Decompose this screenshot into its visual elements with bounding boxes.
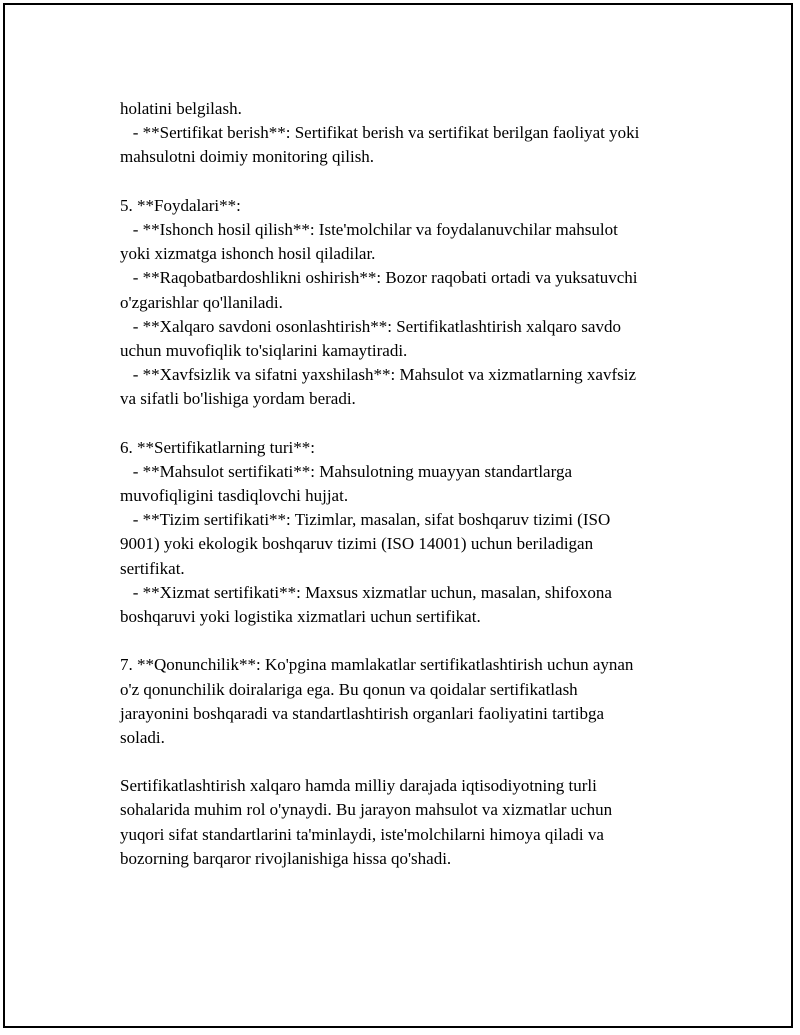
text-line: 6. **Sertifikatlarning turi**: — [120, 437, 315, 457]
text-line: boshqaruvi yoki logistika xizmatlari uchun sertifikat. — [120, 606, 481, 626]
text-line: - **Ishonch hosil qilish**: Iste'molchilar va foydalanuvchilar mahsulot — [120, 219, 618, 239]
text-line: va sifatli bo'lishiga yordam beradi. — [120, 389, 356, 409]
text-line: bozorning barqaror rivojlanishiga hissa qo'shadi. — [120, 848, 452, 868]
text-line: Sertifikatlashtirish xalqaro hamda milliy darajada iqtisodiyotning turli — [120, 776, 597, 796]
text-line: sohalarida muhim rol o'ynaydi. Bu jarayon mahsulot va xizmatlar uchun — [120, 800, 613, 820]
text-line: muvofiqligini tasdiqlovchi hujjat. — [120, 486, 349, 505]
text-line: - **Xavfsizlik va sifatni yaxshilash**: Mahsulot va xizmatlarning xavfsiz — [120, 365, 637, 385]
text-line: - **Xizmat sertifikati**: Maxsus xizmatlar uchun, masalan, shifoxona — [120, 582, 612, 602]
text-line: mahsulotni doimiy monitoring qilish. — [120, 147, 375, 167]
text-line: o'zgarishlar qo'llaniladi. — [120, 292, 283, 312]
document-body — [120, 97, 690, 871]
text-line: 5. **Foydalari**: — [120, 195, 241, 215]
paragraph-gap — [120, 629, 690, 653]
text-line: yoki xizmatga ishonch hosil qiladilar. — [120, 244, 376, 264]
paragraph-gap — [120, 411, 690, 435]
text-line: uchun muvofiqlik to'siqlarini kamaytiradi. — [120, 340, 408, 360]
text-line: - **Mahsulot sertifikati**: Mahsulotning muayyan standartlarga — [120, 461, 572, 481]
text-line: - **Sertifikat berish**: Sertifikat berish va sertifikat berilgan faoliyat yoki — [120, 123, 640, 143]
text-line: soladi. — [120, 727, 165, 747]
text-line: 7. **Qonunchilik**: Ko'pgina mamlakatlar sertifikatlashtirish uchun aynan — [120, 655, 634, 675]
text-line: - **Tizim sertifikati**: Tizimlar, masalan, sifat boshqaruv tizimi (ISO — [120, 510, 611, 530]
text-line: yuqori sifat standartlarini ta'minlaydi, iste'molchilarni himoya qiladi va — [120, 824, 604, 844]
text-line: 9001) yoki ekologik boshqaruv tizimi (ISO 14001) uchun beriladigan — [120, 534, 594, 554]
text-line: jarayonini boshqaradi va standartlashtirish organlari faoliyatini tartibga — [120, 703, 605, 723]
text-line: - **Xalqaro savdoni osonlashtirish**: Sertifikatlashtirish xalqaro savdo — [120, 316, 621, 336]
text-line: holatini belgilash. — [120, 99, 242, 118]
text-line: - **Raqobatbardoshlikni oshirish**: Bozor raqobati ortadi va yuksatuvchi — [120, 268, 638, 288]
paragraph-gap — [120, 750, 690, 774]
document-page — [3, 3, 793, 1028]
text-line: sertifikat. — [120, 558, 185, 578]
paragraph-gap — [120, 170, 690, 194]
text-line: o'z qonunchilik doiralariga ega. Bu qonun va qoidalar sertifikatlash — [120, 679, 578, 699]
